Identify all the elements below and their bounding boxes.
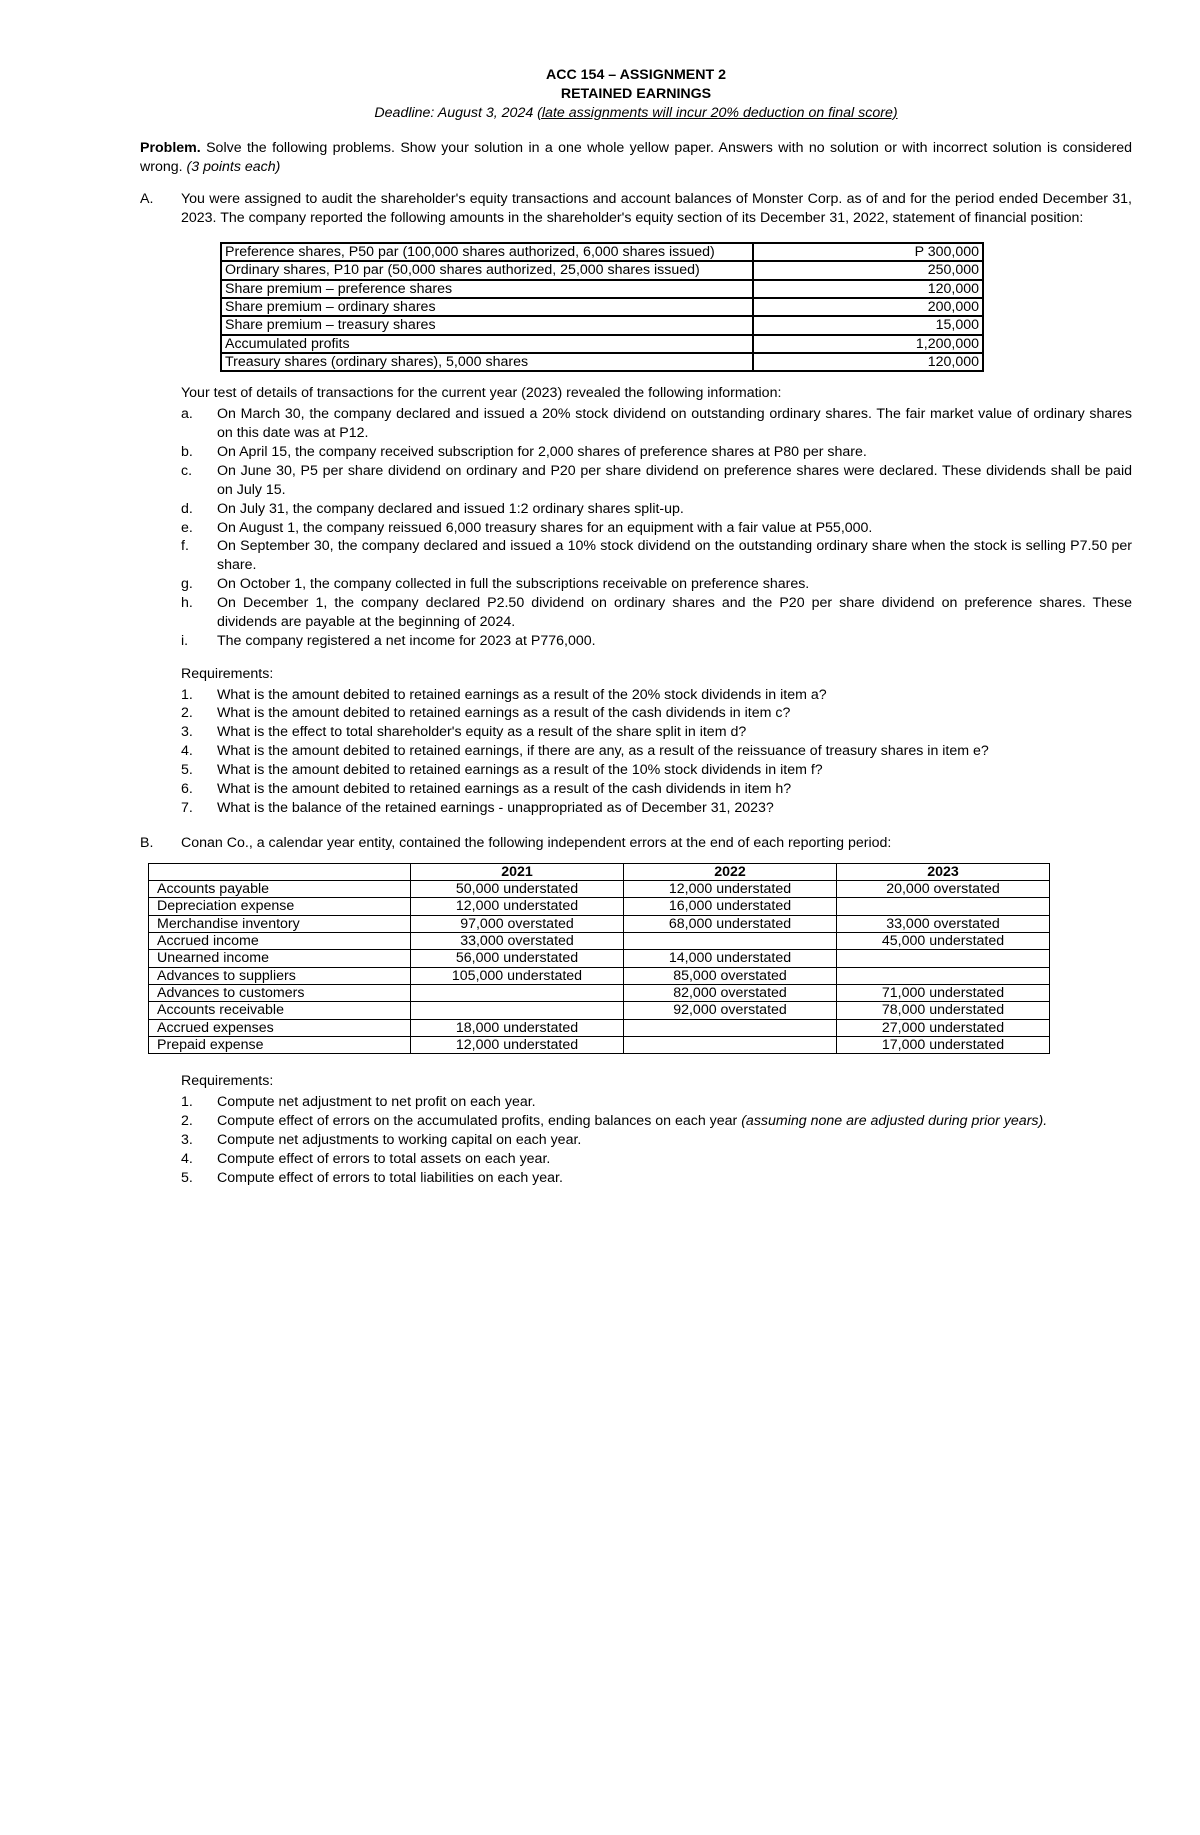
requirement-item [181, 1169, 1132, 1188]
equity-amount: P 300,000 [753, 243, 983, 261]
requirement-item-body: What is the balance of the retained earnings - unappropriated as of December 31, 2023? [217, 799, 774, 816]
requirement-item-text [217, 1169, 1132, 1188]
error-account: Accrued income [149, 932, 411, 949]
error-2021: 50,000 understated [411, 880, 624, 897]
table-row [149, 880, 1050, 897]
error-2023: 27,000 understated [837, 1019, 1050, 1036]
list-item-text [217, 537, 1132, 575]
part-b-req-label: Requirements: [181, 1073, 274, 1090]
part-b-intro: Conan Co., a calendar year entity, contained the following independent errors at the end of each reporting period: [181, 834, 892, 851]
table-row [221, 298, 983, 316]
part-a-req-label: Requirements: [181, 665, 274, 682]
list-item [181, 594, 1132, 632]
requirement-item [181, 780, 1132, 799]
list-item-number: i. [181, 632, 189, 649]
error-2023: 45,000 understated [837, 932, 1050, 949]
year-2021-header: 2021 [411, 863, 624, 880]
problem-label: Problem. [140, 139, 201, 156]
list-item-number: a. [181, 406, 193, 423]
error-2021: 56,000 understated [411, 950, 624, 967]
requirement-item [181, 686, 1132, 705]
requirement-item-number: 1. [181, 686, 193, 703]
problem-points: (3 points each) [186, 158, 281, 175]
list-item-body: On August 1, the company reissued 6,000 treasury shares for an equipment with a fair value at P55,000. [217, 519, 873, 536]
requirement-item-body: Compute effect of errors to total assets on each year. [217, 1150, 551, 1167]
equity-amount: 15,000 [753, 316, 983, 334]
requirement-item-number: 4. [181, 1150, 193, 1167]
error-account: Accrued expenses [149, 1019, 411, 1036]
document-page [140, 66, 1132, 1187]
requirement-item-body: Compute effect of errors to total liabilities on each year. [217, 1169, 563, 1186]
requirement-item-body: What is the amount debited to retained earnings as a result of the 10% stock dividends in item f? [217, 762, 823, 779]
requirement-item-number: 1. [181, 1094, 193, 1111]
error-2022 [624, 932, 837, 949]
error-2022: 12,000 understated [624, 880, 837, 897]
requirement-item [181, 742, 1132, 761]
table-row [221, 316, 983, 334]
error-account: Advances to customers [149, 984, 411, 1001]
requirement-item-text [217, 1093, 1132, 1112]
error-account: Accounts receivable [149, 1002, 411, 1019]
error-2022 [624, 1019, 837, 1036]
part-a-details [181, 384, 1132, 817]
error-2021: 105,000 understated [411, 967, 624, 984]
list-item [181, 500, 1132, 519]
requirement-item-body: Compute net adjustment to net profit on each year. [217, 1094, 536, 1111]
error-2022: 14,000 understated [624, 950, 837, 967]
equity-amount: 120,000 [753, 353, 983, 371]
error-2023: 78,000 understated [837, 1002, 1050, 1019]
requirement-item-number: 3. [181, 1131, 193, 1148]
error-account: Merchandise inventory [149, 915, 411, 932]
equity-item: Share premium – preference shares [221, 280, 753, 298]
table-row [149, 950, 1050, 967]
requirement-item-text [217, 723, 1132, 742]
requirement-item-text [217, 799, 1132, 818]
list-item-text [217, 519, 1132, 538]
deadline-date: Deadline: August 3, 2024 [374, 104, 538, 121]
year-2023-header: 2023 [837, 863, 1050, 880]
errors-table [148, 863, 1050, 1055]
problem-statement [140, 139, 1132, 177]
error-2023 [837, 898, 1050, 915]
list-item-body: On July 31, the company declared and issued 1:2 ordinary shares split-up. [217, 500, 684, 517]
equity-item: Share premium – treasury shares [221, 316, 753, 334]
requirement-item-body: What is the amount debited to retained earnings as a result of the cash dividends in item h? [217, 780, 792, 797]
requirement-item-text [217, 1131, 1132, 1150]
equity-amount: 250,000 [753, 261, 983, 279]
table-row [149, 1019, 1050, 1036]
table-row [149, 898, 1050, 915]
part-a [140, 190, 1132, 228]
table-row [149, 932, 1050, 949]
requirement-item-number: 3. [181, 724, 193, 741]
error-account: Accounts payable [149, 880, 411, 897]
requirement-item-number: 6. [181, 780, 193, 797]
error-2021 [411, 984, 624, 1001]
equity-item: Treasury shares (ordinary shares), 5,000 shares [221, 353, 753, 371]
equity-item: Ordinary shares, P10 par (50,000 shares authorized, 25,000 shares issued) [221, 261, 753, 279]
requirement-item-text [217, 780, 1132, 799]
list-item [181, 575, 1132, 594]
year-2022-header: 2022 [624, 863, 837, 880]
error-2021 [411, 1002, 624, 1019]
list-item [181, 405, 1132, 443]
requirement-item-note: (assuming none are adjusted during prior years). [741, 1112, 1048, 1129]
header-blank [149, 863, 411, 880]
list-item-body: The company registered a net income for 2023 at P776,000. [217, 632, 596, 649]
list-item-text [217, 443, 1132, 462]
equity-amount: 200,000 [753, 298, 983, 316]
requirement-item-number: 7. [181, 799, 193, 816]
error-2023 [837, 950, 1050, 967]
requirement-item-number: 2. [181, 1112, 193, 1129]
course-title: ACC 154 – ASSIGNMENT 2 [545, 67, 727, 83]
requirement-item [181, 704, 1132, 723]
transaction-list [181, 405, 1132, 650]
part-b-label: B. [140, 834, 154, 851]
table-row [221, 353, 983, 371]
list-item-text [217, 405, 1132, 443]
error-account: Prepaid expense [149, 1036, 411, 1053]
equity-item: Accumulated profits [221, 335, 753, 353]
list-item [181, 519, 1132, 538]
table-row [149, 915, 1050, 932]
list-item [181, 632, 1132, 651]
error-2023: 20,000 overstated [837, 880, 1050, 897]
table-row [149, 967, 1050, 984]
equity-table [220, 242, 984, 372]
error-2023: 17,000 understated [837, 1036, 1050, 1053]
list-item [181, 462, 1132, 500]
requirement-item-number: 4. [181, 743, 193, 760]
part-a-intro: You were assigned to audit the shareholder's equity transactions and account balances of Monster Corp. as of and for the period ended December 31, 2023. The company reported the following amounts in the shareholder's equity section of its December 31, 2022, statement of financial position: [181, 191, 1132, 227]
requirement-item-text [217, 1112, 1132, 1131]
requirement-item-body: What is the amount debited to retained earnings, if there are any, as a result of the reissuance of treasury shares in item e? [217, 743, 989, 760]
list-item-number: c. [181, 462, 193, 479]
requirement-item-text [217, 686, 1132, 705]
error-account: Advances to suppliers [149, 967, 411, 984]
error-2022: 82,000 overstated [624, 984, 837, 1001]
list-item-body: On April 15, the company received subscription for 2,000 shares of preference shares at P80 per share. [217, 444, 867, 461]
list-item-body: On June 30, P5 per share dividend on ordinary and P20 per share dividend on preference shares were declared. These dividends shall be paid on July 15. [217, 462, 1132, 498]
requirement-item [181, 723, 1132, 742]
part-b [140, 834, 1132, 853]
list-item-number: e. [181, 519, 193, 536]
deadline-note: (late assignments will incur 20% deduction on final score) [537, 104, 898, 121]
list-item-number: f. [181, 538, 189, 555]
list-item [181, 537, 1132, 575]
requirement-item-body: What is the effect to total shareholder's equity as a result of the share split in item d? [217, 724, 747, 741]
table-row [221, 261, 983, 279]
requirement-item-text [217, 761, 1132, 780]
error-2022: 16,000 understated [624, 898, 837, 915]
list-item-text [217, 500, 1132, 519]
requirement-item-number: 5. [181, 762, 193, 779]
requirement-item [181, 1093, 1132, 1112]
equity-item: Share premium – ordinary shares [221, 298, 753, 316]
requirement-item [181, 761, 1132, 780]
list-item [181, 443, 1132, 462]
error-account: Unearned income [149, 950, 411, 967]
table-row [149, 1002, 1050, 1019]
equity-amount: 1,200,000 [753, 335, 983, 353]
requirement-item [181, 1150, 1132, 1169]
equity-amount: 120,000 [753, 280, 983, 298]
list-item-body: On October 1, the company collected in full the subscriptions receivable on preference shares. [217, 576, 810, 593]
table-row [221, 280, 983, 298]
error-2022: 85,000 overstated [624, 967, 837, 984]
error-2022: 92,000 overstated [624, 1002, 837, 1019]
error-account: Depreciation expense [149, 898, 411, 915]
requirement-item [181, 1112, 1132, 1131]
requirement-item-number: 5. [181, 1169, 193, 1186]
details-intro: Your test of details of transactions for the current year (2023) revealed the following information: [181, 385, 782, 402]
error-2023: 71,000 understated [837, 984, 1050, 1001]
table-row [149, 984, 1050, 1001]
deadline [140, 104, 1132, 123]
error-2021: 12,000 understated [411, 1036, 624, 1053]
equity-item: Preference shares, P50 par (100,000 shares authorized, 6,000 shares issued) [221, 243, 753, 261]
requirement-item [181, 1131, 1132, 1150]
list-item-text [217, 632, 1132, 651]
list-item-number: g. [181, 576, 193, 593]
list-item-number: h. [181, 595, 193, 612]
list-item-text [217, 594, 1132, 632]
error-2023 [837, 967, 1050, 984]
problem-text: Solve the following problems. Show your solution in a one whole yellow paper. Answers with no solution or with incorrect solution is considered wrong. [140, 139, 1132, 175]
part-a-requirements [181, 686, 1132, 818]
list-item-text [217, 462, 1132, 500]
table-row [221, 335, 983, 353]
requirement-item-text [217, 704, 1132, 723]
requirement-item-text [217, 1150, 1132, 1169]
list-item-number: d. [181, 500, 193, 517]
requirement-item-number: 2. [181, 705, 193, 722]
part-b-requirements [181, 1093, 1132, 1187]
requirement-item [181, 799, 1132, 818]
topic-title: RETAINED EARNINGS [560, 85, 712, 102]
requirement-item-body: Compute effect of errors on the accumulated profits, ending balances on each year [217, 1112, 742, 1129]
list-item-number: b. [181, 444, 193, 461]
error-2021: 12,000 understated [411, 898, 624, 915]
list-item-body: On March 30, the company declared and issued a 20% stock dividend on outstanding ordinary shares. The fair market value of ordinary shares on this date was at P12. [217, 406, 1132, 442]
list-item-text [217, 575, 1132, 594]
requirement-item-body: Compute net adjustments to working capital on each year. [217, 1131, 582, 1148]
error-2022: 68,000 understated [624, 915, 837, 932]
error-2022 [624, 1036, 837, 1053]
table-row [221, 243, 983, 261]
requirement-item-body: What is the amount debited to retained earnings as a result of the cash dividends in item c? [217, 705, 791, 722]
table-row [149, 1036, 1050, 1053]
error-2021: 97,000 overstated [411, 915, 624, 932]
list-item-body: On December 1, the company declared P2.50 dividend on ordinary shares and the P20 per share dividend on preference shares. These dividends are payable at the beginning of 2024. [217, 595, 1132, 630]
error-2021: 18,000 understated [411, 1019, 624, 1036]
error-2021: 33,000 overstated [411, 932, 624, 949]
errors-table-header [149, 863, 1050, 880]
requirement-item-text [217, 742, 1132, 761]
error-2023: 33,000 overstated [837, 915, 1050, 932]
part-a-label: A. [140, 191, 154, 208]
requirement-item-body: What is the amount debited to retained earnings as a result of the 20% stock dividends in item a? [217, 686, 827, 703]
part-b-requirements-block [181, 1072, 1132, 1187]
list-item-body: On September 30, the company declared and issued a 10% stock dividend on the outstanding ordinary share when the stock is selling P7.50 per share. [217, 538, 1132, 574]
